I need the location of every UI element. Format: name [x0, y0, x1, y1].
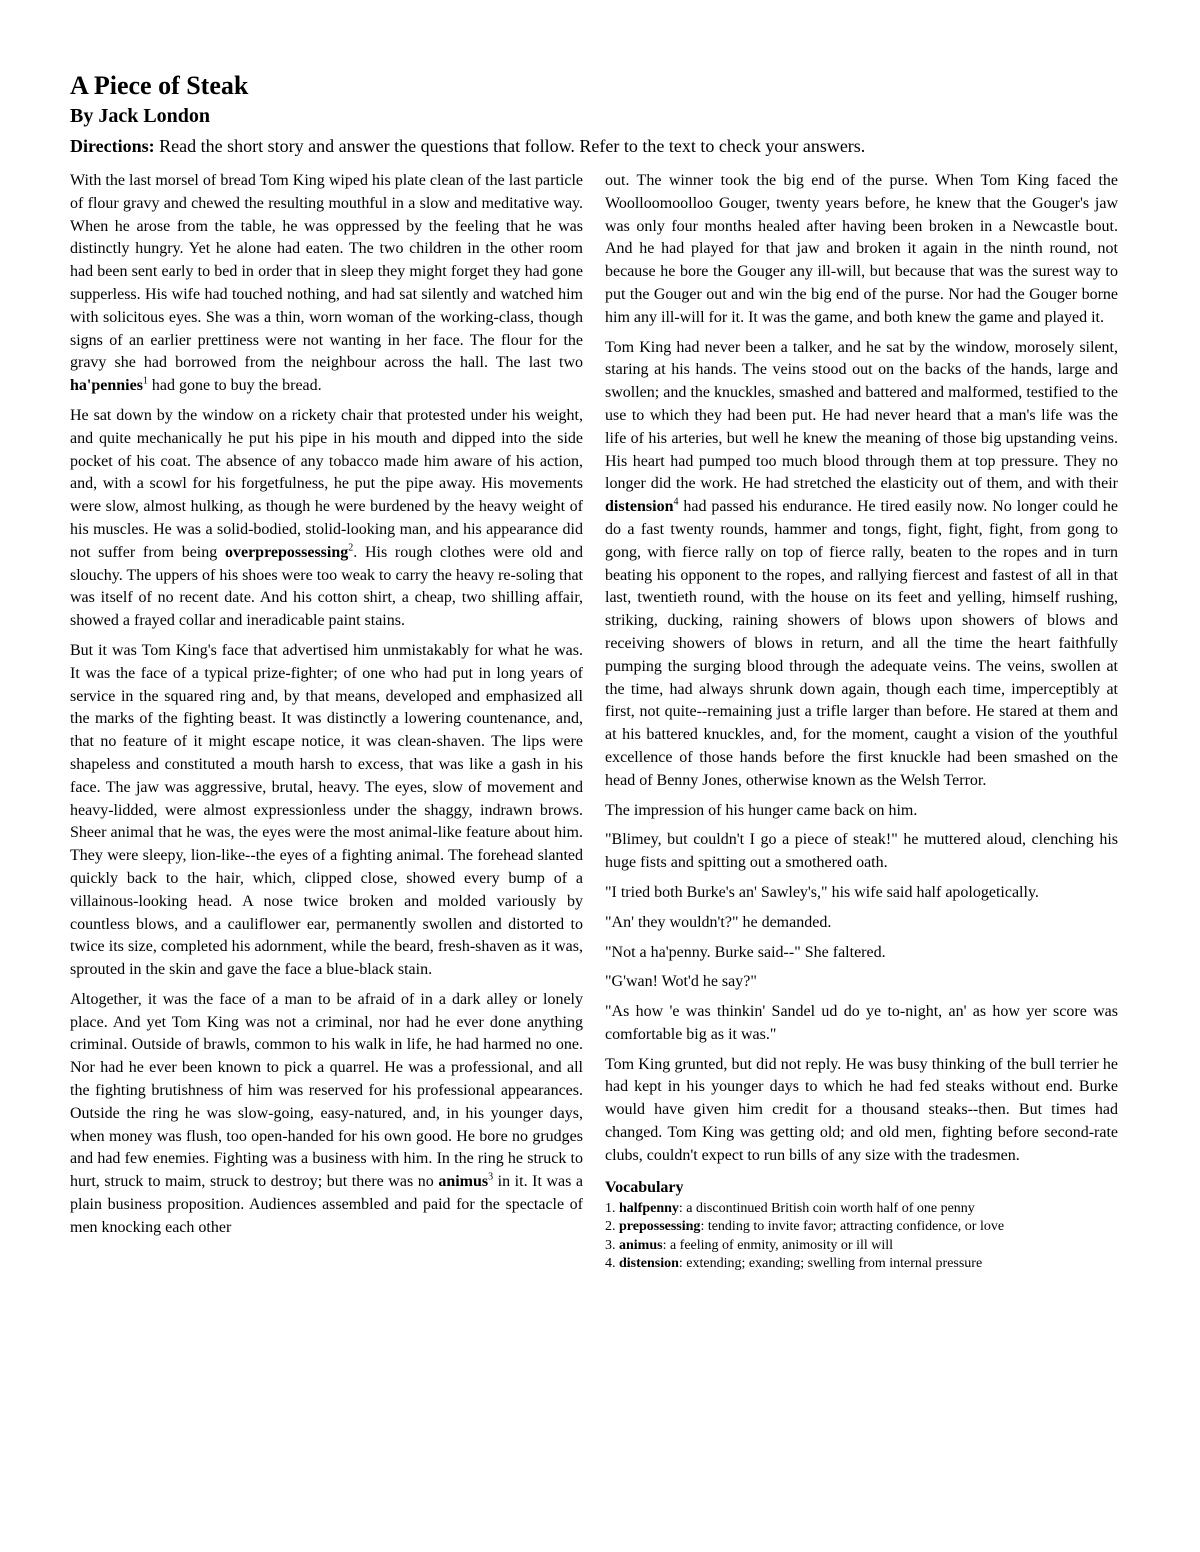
vocabulary-term: halfpenny — [619, 1200, 679, 1216]
vocabulary-number: 4. — [605, 1256, 619, 1272]
directions-text: Read the short story and answer the questions that follow. Refer to the text to check your answers. — [154, 136, 866, 156]
vocabulary-term: animus — [619, 1237, 663, 1253]
footnote-marker: 3 — [488, 1171, 494, 1183]
directions-label: Directions: — [70, 136, 155, 156]
paragraph — [70, 405, 583, 633]
paragraph-text: With the last morsel of bread Tom King wiped his plate clean of the last particle of flour gravy and chewed the resulting mouthful in a slow and meditative way. When he arose from the table, he was oppressed by the feeling that he was distinctly hungry. Yet he alone had eaten. The two children in the other room had been sent early to bed in order that in sleep they might forget they had gone supperless. His wife had touched nothing, and had sat silently and watched him with solicitous eyes. She was a thin, worn woman of the working-class, though signs of an earlier prettiness were not wanting in her face. The flour for the gravy she had borrowed from the neighbour across the hall. The last two — [70, 172, 583, 372]
paragraph: "Not a ha'penny. Burke said--" She faltered. — [605, 943, 886, 961]
left-column — [70, 170, 583, 1247]
vocabulary-item — [605, 1200, 1118, 1219]
paragraph — [605, 337, 1118, 793]
footnote-marker: 4 — [673, 496, 679, 508]
vocabulary-section — [605, 1178, 1118, 1274]
paragraph-text: Tom King had never been a talker, and he sat by the window, morosely silent, staring at his hands. The veins stood out on the backs of the hands, large and swollen; and the knuckles, smashed and battered and malformed, testified to the use to which they had been put. He had never heard that a man's life was the life of his arteries, but well he knew the meaning of those big upstanding veins. His heart had pumped too much blood through them at top pressure. They no longer did the work. He had stretched the elasticity out of them, and with their — [605, 338, 1118, 493]
paragraph — [70, 989, 583, 1240]
paragraph: "An' they wouldn't?" he demanded. — [605, 913, 832, 931]
vocabulary-item — [605, 1218, 1118, 1237]
footnote-marker: 1 — [142, 375, 148, 387]
vocabulary-definition: : extending; exanding; swelling from internal pressure — [678, 1256, 983, 1272]
paragraph: Tom King grunted, but did not reply. He was busy thinking of the bull terrier he had kept in his younger days to which he had fed steaks without end. Burke would have given him credit for a thousand steaks--then. But times had changed. Tom King was getting old; and old men, fighting before second-rate clubs, couldn't expect to run bills of any size with the tradesmen. — [605, 1055, 1118, 1164]
vocabulary-item — [605, 1255, 1118, 1274]
paragraph: "I tried both Burke's an' Sawley's," his wife said half apologetically. — [605, 883, 1039, 901]
paragraph: "G'wan! Wot'd he say?" — [605, 973, 757, 991]
right-column — [605, 170, 1118, 1274]
paragraph-text: in it. It was a plain business proposition. Audiences assembled and paid for the spectacle of men knocking each other — [70, 1173, 584, 1236]
paragraph-text: . His rough clothes were old and slouchy. The uppers of his shoes were too weak to carry the heavy re-soling that was itself of no recent date. And his cotton shirt, a cheap, two shilling affair, showed a frayed collar and ineradicable paint stains. — [70, 543, 583, 630]
vocabulary-number: 3. — [605, 1237, 619, 1253]
vocab-term: overprepossessing — [224, 543, 349, 561]
paragraph-text: He sat down by the window on a rickety chair that protested under his weight, and quite mechanically he put his pipe in his mouth and dipped into the side pocket of his coat. The absence of any tobacco made him aware of his action, and, with a scowl for his forgetfulness, he put the pipe away. His movements were slow, almost hulking, as though he were burdened by the heavy weight of his muscles. He was a solid-bodied, stolid-looking man, and his appearance did not suffer from being — [70, 406, 583, 561]
vocabulary-number: 1. — [605, 1200, 619, 1216]
vocab-term: ha'pennies — [70, 377, 143, 395]
paragraph: But it was Tom King's face that advertised him unmistakably for what he was. It was the face of a typical prize-fighter; of one who had put in long years of service in the squared ring and, by that means, developed and emphasized all the marks of the fighting beast. It was distinctly a lowering countenance, and, that no feature of it might escape notice, it was clean-shaven. The lips were shapeless and constituted a mouth harsh to excess, that was like a gash in his face. The jaw was aggressive, brutal, heavy. The eyes, slow of movement and heavy-lidded, were almost expressionless under the shaggy, indrawn brows. Sheer animal that he was, the eyes were the most animal-like feature about him. They were sleepy, lion-like--the eyes of a fighting animal. The forehead slanted quickly back to the hair, which, clipped close, showed every bump of a villainous-looking head. A nose twice broken and molded variously by countless blows, and a cauliflower ear, permanently swollen and distorted to twice its size, completed his adornment, while the beard, fresh-shaven as it was, sprouted in the skin and gave the face a blue-black stain. — [70, 641, 583, 979]
vocabulary-definition: : tending to invite favor; attracting confidence, or love — [700, 1219, 1005, 1235]
vocabulary-list — [605, 1200, 1118, 1274]
vocabulary-definition: : a discontinued British coin worth half of one penny — [678, 1200, 975, 1216]
paragraph: "As how 'e was thinkin' Sandel ud do ye to-night, an' as how yer score was comfortable big as it was." — [605, 1003, 1118, 1043]
paragraph-text: Altogether, it was the face of a man to be afraid of in a dark alley or lonely place. And yet Tom King was not a criminal, nor had he ever done anything criminal. Outside of brawls, common to his walk in life, he had harmed no one. Nor had he ever been known to pick a quarrel. He was a professional, and all the fighting brutishness of him was reserved for his professional appearances. Outside the ring he was slow-going, easy-natured, and, in his younger days, when money was flush, too open-handed for his own good. He bore no grudges and had few enemies. Fighting was a business with him. In the ring he struck to hurt, struck to maim, struck to destroy; but there was no — [70, 990, 583, 1191]
paragraph: The impression of his hunger came back on him. — [605, 801, 918, 819]
vocabulary-term: prepossessing — [619, 1219, 701, 1235]
paragraph: "Blimey, but couldn't I go a piece of steak!" he muttered aloud, clenching his huge fists and spitting out a smothered oath. — [605, 831, 1118, 872]
vocab-term: animus — [438, 1173, 489, 1191]
paragraph-text: had passed his endurance. He tired easily now. No longer could he do a fast twenty rounds, hammer and tongs, fight, fight, fight, from gong to gong, with fierce rally on top of fierce rally, beaten to the ropes and in turn beating his opponent to the ropes, and rallying fiercest and fastest of all in that last, twentieth round, with the house on its feet and yelling, himself rushing, striking, ducking, raining showers of blows upon showers of blows and receiving showers of blows in return, and all the time the heart faithfully pumping the surging blood through the adequate veins. The veins, swollen at the time, had always shrunk down again, though each time, imperceptibly at first, not quite--remaining just a trifle larger than before. He stared at them and at his battered knuckles, and, for the moment, caught a vision of the youthful excellence of those hands before the first knuckle had been smashed on the head of Benny Jones, otherwise known as the Welsh Terror. — [605, 498, 1118, 789]
vocabulary-definition: : a feeling of enmity, animosity or ill will — [662, 1237, 894, 1253]
vocabulary-term: distension — [619, 1256, 679, 1272]
vocabulary-item — [605, 1237, 1118, 1256]
footnote-marker: 2 — [348, 542, 354, 554]
paragraph: out. The winner took the big end of the purse. When Tom King faced the Woolloomoolloo Gouger, twenty years before, he knew that the Gouger's jaw was only four months healed after having been broken in a Newcastle bout. And he had played for that jaw and broken it again in the ninth round, not because he bore the Gouger any ill-will, but because that was the surest way to put the Gouger out and win the big end of the purse. Nor had the Gouger borne him any ill-will for it. It was the game, and both knew the game and played it. — [605, 172, 1118, 326]
vocabulary-number: 2. — [605, 1219, 619, 1235]
directions — [70, 134, 865, 158]
paragraph — [70, 170, 583, 398]
vocabulary-heading: Vocabulary — [605, 1178, 684, 1196]
vocab-term: distension — [605, 498, 674, 516]
author-byline: By Jack London — [70, 105, 211, 127]
paragraph-text: had gone to buy the bread. — [147, 377, 322, 395]
story-title: A Piece of Steak — [70, 71, 249, 100]
